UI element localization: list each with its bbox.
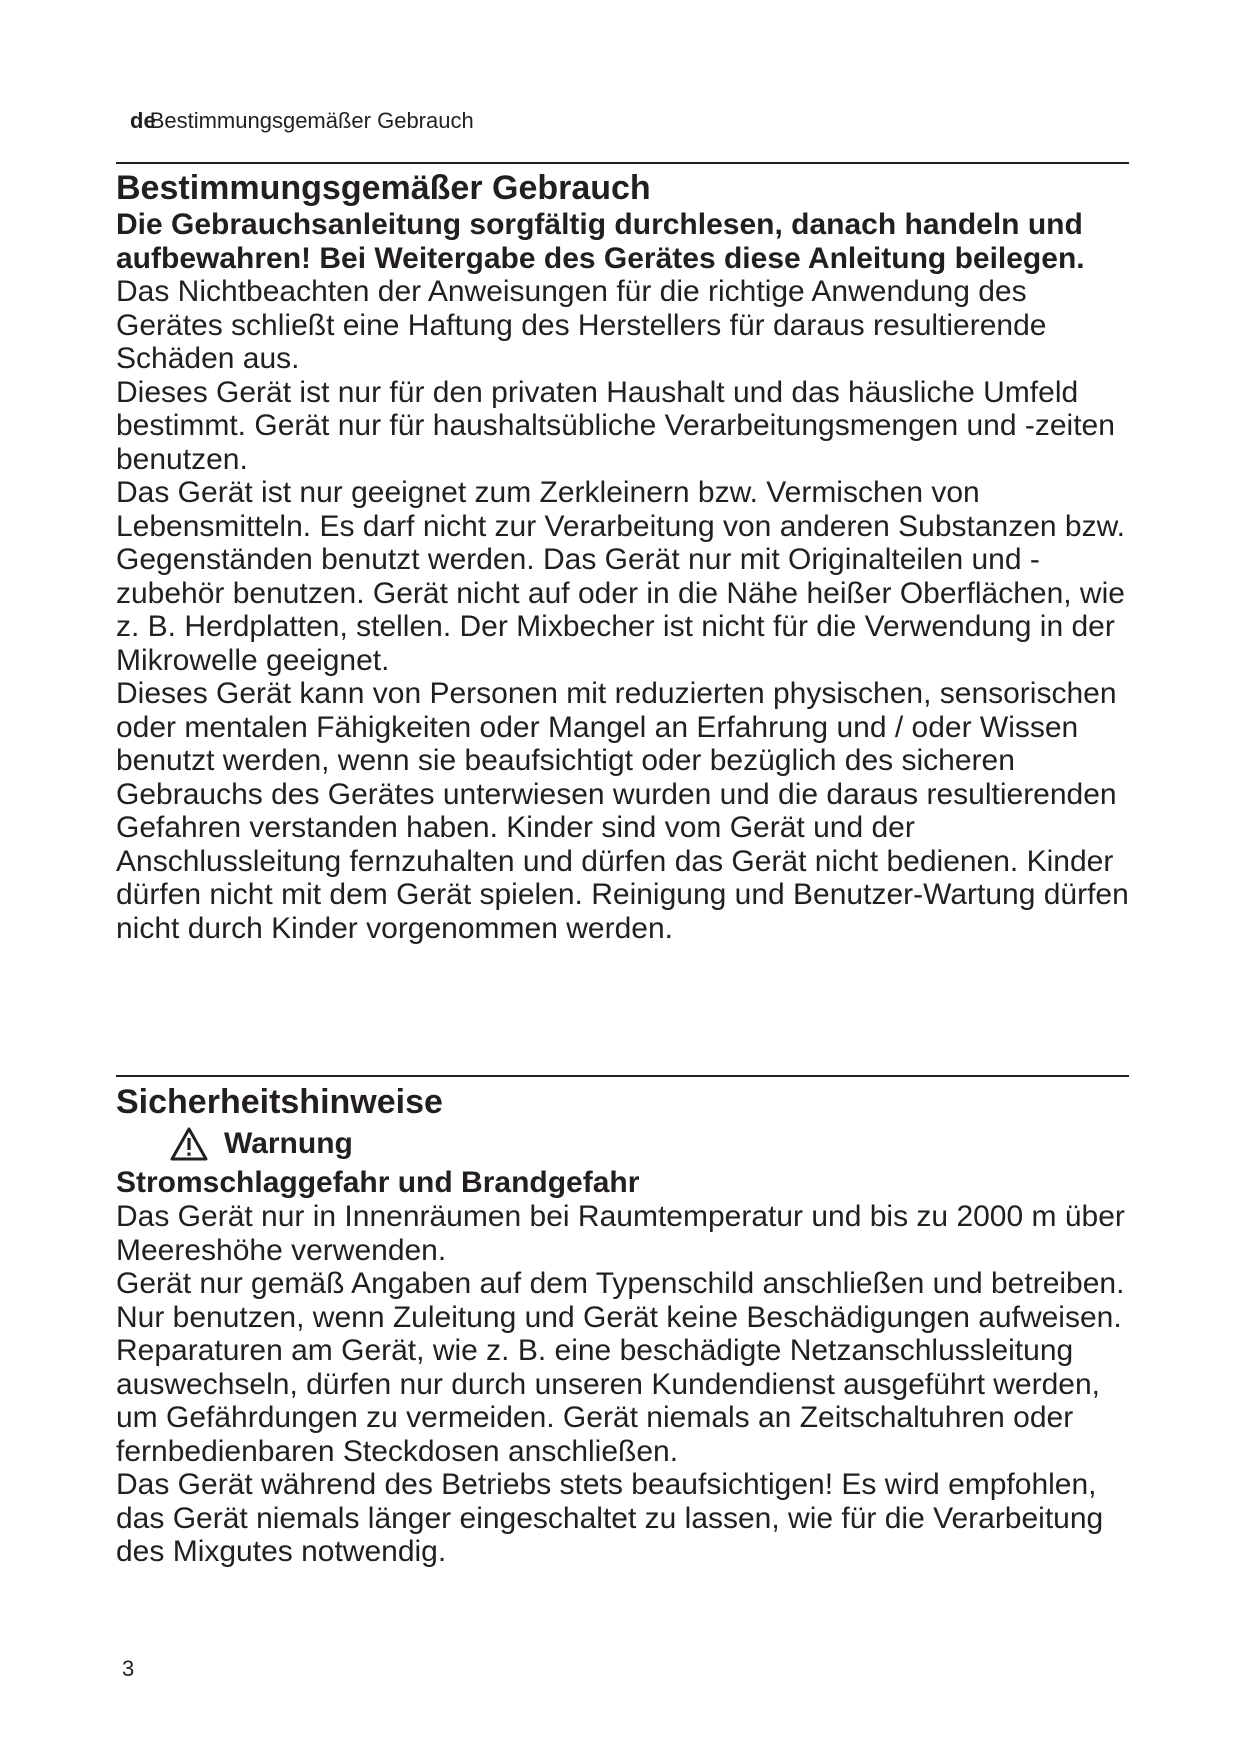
body-paragraph-3: Das Gerät ist nur geeignet zum Zerkleinern bzw. Vermischen von Lebensmitteln. Es darf nicht zur Verarbeitung von anderen Substanzen bzw. Gegenständen benutzt werden. Das Gerät nur mit Originalteilen und -zubehör benutzen. Gerät nicht auf oder in die Nähe heißer Oberflächen, wie z. B. Herdplatten, stellen. Der Mixbecher ist nicht für die Verwendung in der Mikrowelle geeignet. bbox=[116, 476, 1125, 677]
body-paragraph-1: Das Nichtbeachten der Anweisungen für die richtige Anwendung des Gerätes schließt eine Haftung des Herstellers für daraus resultierende Schäden aus. bbox=[116, 275, 1047, 375]
running-header bbox=[130, 108, 474, 134]
section-title: Bestimmungsgemäßer Gebrauch bbox=[116, 169, 651, 207]
running-header-title: Bestimmungsgemäßer Gebrauch bbox=[149, 108, 474, 133]
lead-paragraph: Die Gebrauchsanleitung sorgfältig durchlesen, danach handeln und aufbewahren! Bei Weitergabe des Gerätes diese Anleitung beilegen. bbox=[116, 208, 1085, 275]
section-intended-use bbox=[116, 168, 1136, 945]
safety-paragraph-3: Das Gerät während des Betriebs stets beaufsichtigen! Es wird empfohlen, das Gerät niemals länger eingeschaltet zu lassen, wie für die Verarbeitung des Mixgutes notwendig. bbox=[116, 1468, 1104, 1568]
warning-triangle-icon bbox=[170, 1127, 208, 1161]
section-divider-top bbox=[116, 162, 1129, 164]
language-code: de bbox=[130, 108, 156, 133]
warning-label: Warnung bbox=[224, 1127, 353, 1160]
section-divider-safety bbox=[116, 1075, 1129, 1077]
safety-paragraph-2: Gerät nur gemäß Angaben auf dem Typenschild anschließen und betreiben. Nur benutzen, wenn Zuleitung und Gerät keine Beschädigungen aufweisen. Reparaturen am Gerät, wie z. B. eine beschädigte Netzanschlussleitung auswechseln, dürfen nur durch unseren Kundendienst ausgeführt werden, um Gefährdungen zu vermeiden. Gerät niemals an Zeitschaltuhren oder fernbedienbaren Steckdosen anschließen. bbox=[116, 1267, 1125, 1468]
safety-title: Sicherheitshinweise bbox=[116, 1083, 443, 1121]
section-safety bbox=[116, 1082, 1136, 1569]
hazard-subheading: Stromschlaggefahr und Brandgefahr bbox=[116, 1166, 640, 1199]
safety-paragraph-1: Das Gerät nur in Innenräumen bei Raumtemperatur und bis zu 2000 m über Meereshöhe verwenden. bbox=[116, 1200, 1125, 1267]
body-paragraph-2: Dieses Gerät ist nur für den privaten Haushalt und das häusliche Umfeld bestimmt. Gerät nur für haushaltsübliche Verarbeitungsmengen und -zeiten benutzen. bbox=[116, 375, 1115, 476]
body-paragraph-4: Dieses Gerät kann von Personen mit reduzierten physischen, sensorischen oder mentalen Fähigkeiten oder Mangel an Erfahrung und / oder Wissen benutzt werden, wenn sie beaufsichtigt oder bezüglich des sicheren Gebrauchs des Gerätes unterwiesen wurden und die daraus resultierenden Gefahren verstanden haben. Kinder sind vom Gerät und der Anschlussleitung fernzuhalten und dürfen das Gerät nicht bedienen. Kinder dürfen nicht mit dem Gerät spielen. Reinigung und Benutzer-Wartung dürfen nicht durch Kinder vorgenommen werden. bbox=[116, 677, 1129, 945]
warning-row bbox=[170, 1122, 1136, 1166]
page-number: 3 bbox=[122, 1656, 135, 1681]
